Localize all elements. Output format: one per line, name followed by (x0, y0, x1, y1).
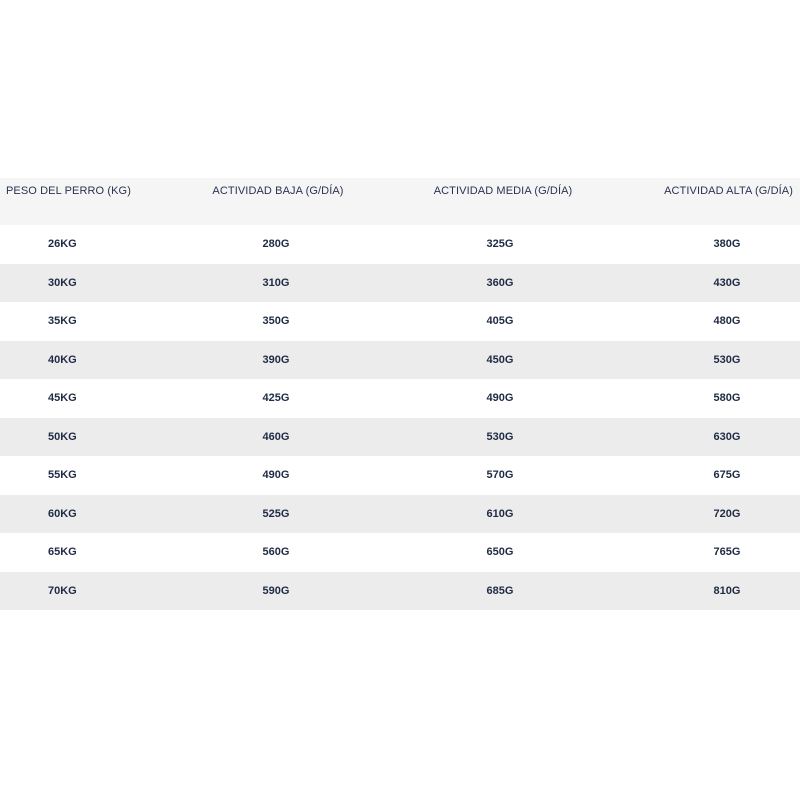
cell-weight: 35KG (48, 315, 77, 328)
header-dog-weight: PESO DEL PERRO (KG) (6, 185, 131, 197)
table-row (0, 264, 800, 303)
table-row (0, 418, 800, 457)
cell-weight: 26KG (48, 238, 77, 251)
cell-medium: 650G (486, 546, 514, 559)
cell-high: 765G (713, 546, 741, 559)
table-body (0, 225, 800, 610)
cell-high: 675G (713, 469, 741, 482)
cell-low: 460G (262, 430, 290, 443)
table-row (0, 533, 800, 572)
cell-medium: 530G (486, 430, 514, 443)
cell-high: 720G (713, 507, 741, 520)
cell-high: 630G (713, 430, 741, 443)
cell-low: 560G (262, 546, 290, 559)
cell-high: 580G (713, 392, 741, 405)
cell-weight: 30KG (48, 276, 77, 289)
cell-high: 430G (713, 276, 741, 289)
cell-low: 490G (262, 469, 290, 482)
cell-medium: 450G (486, 353, 514, 366)
cell-medium: 325G (486, 238, 514, 251)
cell-medium: 490G (486, 392, 514, 405)
cell-low: 350G (262, 315, 290, 328)
table-header-row (0, 178, 800, 225)
cell-medium: 405G (486, 315, 514, 328)
cell-medium: 570G (486, 469, 514, 482)
cell-high: 380G (713, 238, 741, 251)
cell-low: 590G (262, 584, 290, 597)
cell-medium: 360G (486, 276, 514, 289)
table-row (0, 341, 800, 380)
table-row (0, 495, 800, 534)
cell-low: 310G (262, 276, 290, 289)
table-row (0, 302, 800, 341)
table-row (0, 379, 800, 418)
header-low-activity: ACTIVIDAD BAJA (G/DÍA) (212, 185, 344, 197)
cell-high: 480G (713, 315, 741, 328)
header-medium-activity: ACTIVIDAD MEDIA (G/DÍA) (433, 185, 573, 197)
cell-low: 425G (262, 392, 290, 405)
table-row (0, 572, 800, 611)
cell-weight: 55KG (48, 469, 77, 482)
cell-medium: 685G (486, 584, 514, 597)
cell-medium: 610G (486, 507, 514, 520)
cell-weight: 60KG (48, 507, 77, 520)
cell-weight: 50KG (48, 430, 77, 443)
cell-weight: 70KG (48, 584, 77, 597)
cell-low: 525G (262, 507, 290, 520)
cell-high: 530G (713, 353, 741, 366)
cell-low: 390G (262, 353, 290, 366)
cell-weight: 45KG (48, 392, 77, 405)
cell-high: 810G (713, 584, 741, 597)
cell-low: 280G (262, 238, 290, 251)
cell-weight: 65KG (48, 546, 77, 559)
header-high-activity: ACTIVIDAD ALTA (G/DÍA) (664, 185, 793, 197)
table-row (0, 456, 800, 495)
cell-weight: 40KG (48, 353, 77, 366)
table-row (0, 225, 800, 264)
